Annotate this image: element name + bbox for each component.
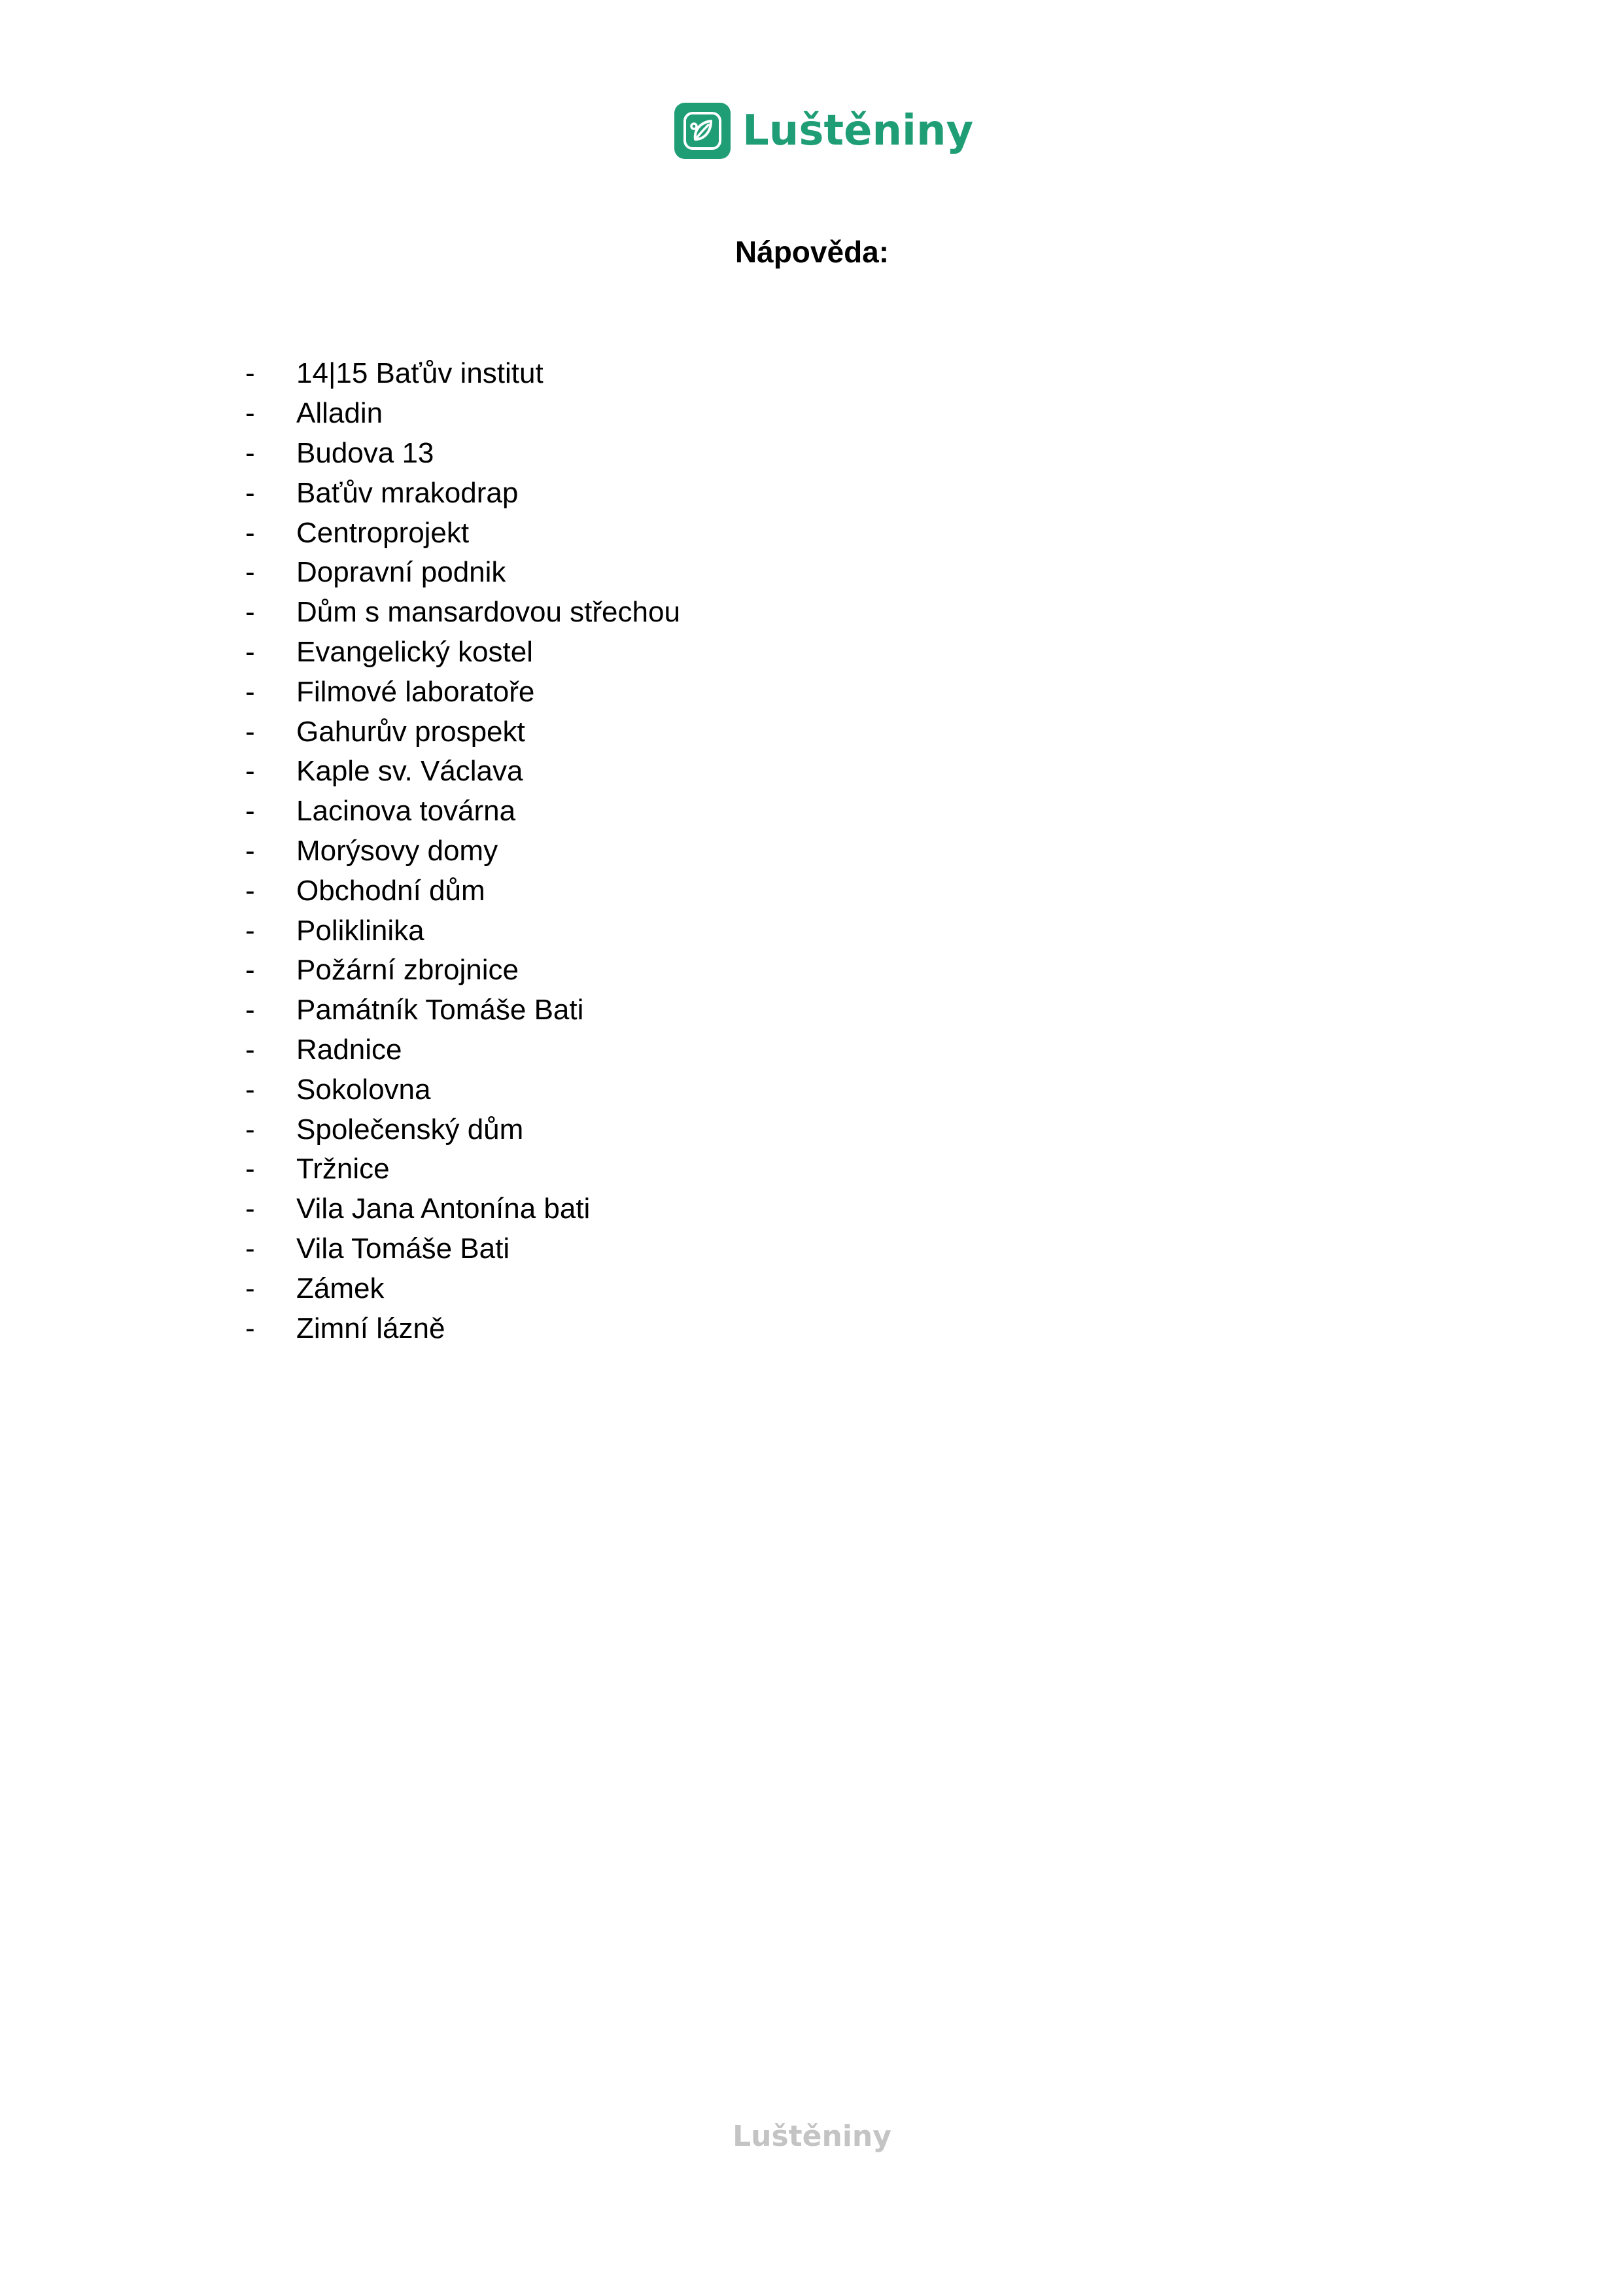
list-item — [245, 951, 680, 990]
list-item-text: Společenský dům — [296, 1113, 524, 1146]
list-bullet: - — [245, 357, 255, 390]
list-bullet: - — [245, 397, 255, 430]
list-bullet: - — [245, 1073, 255, 1106]
list-item-text: 14|15 Baťův institut — [296, 357, 544, 390]
list-bullet: - — [245, 874, 255, 907]
list-item — [245, 1030, 680, 1070]
list-item — [245, 911, 680, 951]
list-item — [245, 792, 680, 832]
list-item-text: Alladin — [296, 397, 383, 430]
list-item — [245, 354, 680, 394]
list-item-text: Gahurův prospekt — [296, 715, 525, 748]
list-bullet: - — [245, 436, 255, 469]
list-item-text: Dům s mansardovou střechou — [296, 596, 680, 629]
list-bullet: - — [245, 755, 255, 788]
list-item — [245, 1070, 680, 1110]
list-item-text: Zimní lázně — [296, 1312, 445, 1344]
list-bullet: - — [245, 1193, 255, 1225]
list-item-text: Vila Tomáše Bati — [296, 1232, 510, 1265]
list-item — [245, 990, 680, 1030]
list-item — [245, 871, 680, 911]
leaf-logo-icon — [674, 103, 731, 159]
list-bullet: - — [245, 715, 255, 748]
list-item — [245, 832, 680, 871]
hint-list — [245, 354, 680, 1348]
list-item-text: Požární zbrojnice — [296, 954, 519, 987]
list-item-text: Budova 13 — [296, 436, 434, 469]
list-item — [245, 1229, 680, 1269]
list-bullet: - — [245, 596, 255, 629]
list-item — [245, 394, 680, 434]
list-item-text: Vila Jana Antonína bati — [296, 1193, 591, 1225]
list-item-text: Sokolovna — [296, 1073, 431, 1106]
list-item-text: Evangelický kostel — [296, 635, 533, 668]
list-item-text: Poliklinika — [296, 914, 424, 947]
list-item-text: Tržnice — [296, 1153, 390, 1185]
list-item-text: Kaple sv. Václava — [296, 755, 523, 788]
list-item — [245, 1149, 680, 1189]
list-item — [245, 434, 680, 474]
list-item-text: Zámek — [296, 1272, 385, 1305]
list-item-text: Radnice — [296, 1033, 402, 1066]
list-item — [245, 633, 680, 673]
list-bullet: - — [245, 834, 255, 867]
list-item — [245, 712, 680, 752]
page-title: Nápověda: — [734, 235, 890, 269]
list-item-text: Obchodní dům — [296, 874, 485, 907]
list-bullet: - — [245, 476, 255, 509]
list-item — [245, 473, 680, 513]
list-item — [245, 593, 680, 633]
list-bullet: - — [245, 1113, 255, 1146]
list-item-text: Filmové laboratoře — [296, 675, 535, 708]
list-item-text: Lacinova továrna — [296, 795, 516, 828]
list-item-text: Dopravní podnik — [296, 556, 506, 589]
list-item-text: Baťův mrakodrap — [296, 476, 519, 509]
list-item — [245, 553, 680, 593]
list-bullet: - — [245, 994, 255, 1026]
list-bullet: - — [245, 1033, 255, 1066]
list-bullet: - — [245, 795, 255, 828]
list-item — [245, 513, 680, 553]
header-logo — [674, 101, 973, 160]
list-item — [245, 1308, 680, 1348]
list-item — [245, 1110, 680, 1149]
list-bullet: - — [245, 556, 255, 589]
list-bullet: - — [245, 1312, 255, 1344]
list-bullet: - — [245, 675, 255, 708]
list-bullet: - — [245, 1272, 255, 1305]
list-bullet: - — [245, 516, 255, 549]
list-item-text: Centroprojekt — [296, 516, 470, 549]
list-bullet: - — [245, 914, 255, 947]
list-item — [245, 752, 680, 792]
list-bullet: - — [245, 635, 255, 668]
list-item — [245, 672, 680, 712]
list-bullet: - — [245, 954, 255, 987]
list-item-text: Památník Tomáše Bati — [296, 994, 584, 1026]
list-item — [245, 1189, 680, 1229]
brand-name: Luštěniny — [742, 107, 974, 155]
list-item — [245, 1269, 680, 1308]
footer-brand: Luštěniny — [733, 2120, 891, 2153]
list-bullet: - — [245, 1232, 255, 1265]
list-bullet: - — [245, 1153, 255, 1185]
list-item-text: Morýsovy domy — [296, 834, 498, 867]
